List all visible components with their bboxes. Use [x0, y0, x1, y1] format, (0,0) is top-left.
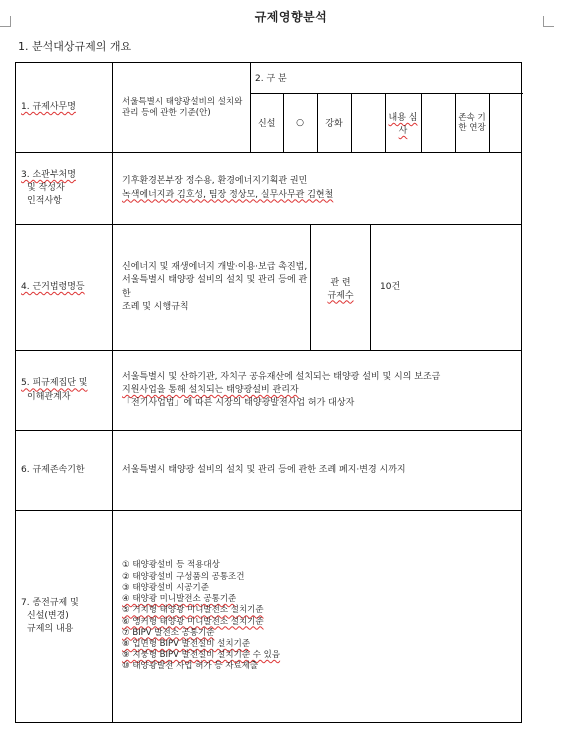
row-legal-basis: [16, 225, 522, 351]
label-ministry: 3. 소관부처명 및 작성자 인적사항: [16, 153, 113, 225]
legal-basis-value: 신에너지 및 재생에너지 개발·이용·보급 촉진법, 서울특별시 태양광 설비의 설치 및 관리 등에 관한 조례 및 시행규칙: [113, 225, 311, 351]
category-header: 2. 구 분: [251, 63, 523, 93]
row-regulation-content: [16, 511, 522, 723]
category-cell: [251, 63, 522, 153]
list-item: ④ 태양광 미니발전소 공통기준: [122, 594, 237, 605]
category-extension-label: 존속 기한 연장: [455, 93, 489, 152]
label-regulation-period: 6. 규제존속기한: [16, 431, 113, 511]
category-review-mark: [421, 93, 455, 152]
list-item: ⑨ 지붕형 BIPV 발전설비 설치기준 수 있음: [122, 650, 281, 661]
section-heading: 1. 분석대상규제의 개요: [18, 40, 132, 53]
category-new-label: 신설: [251, 93, 283, 152]
regulation-period-value: 서울특별시 태양광 설비의 설치 및 관리 등에 관한 조례 폐지·변경 시까지: [113, 431, 522, 511]
row-ministry: [16, 153, 522, 225]
row-regulation-name: [16, 63, 522, 153]
label-regulation-content: 7. 종전규제 및 신설(변경) 규제의 내용: [16, 511, 113, 723]
related-regulations-label: 관 련 규제수: [311, 225, 371, 351]
label-regulated-parties: 5. 피규제집단 및 이해관계자: [16, 351, 113, 431]
list-item: ⑤ 거치형 태양광 미니발전소 설치기준: [122, 605, 264, 616]
category-strengthen-label: 강화: [317, 93, 351, 152]
label-legal-basis: 4. 근거법령명등: [16, 225, 113, 351]
category-subtable: [251, 63, 523, 152]
list-item: ③ 태양광설비 시공기준: [122, 582, 209, 593]
list-item: ⑧ 입면형 BIPV 발전설비 설치기준: [122, 638, 251, 649]
ministry-value: 기후환경본부장 정수용, 환경에너지기획관 권민 녹색에너지과 김호성, 팀장 정상모, 실무사무관 김현철: [113, 153, 522, 225]
category-review-label: 내용 심사: [385, 93, 421, 152]
document-title: 규제영향분석: [254, 10, 328, 24]
regulation-name-value: 서울특별시 태양광설비의 설치와 관리 등에 관한 기준(안): [113, 63, 251, 153]
related-regulations-count: 10건: [371, 225, 522, 351]
regulated-parties-value: 서울특별시 및 산하기관, 자치구 공유재산에 설치되는 태양광 설비 및 시의 보조금 지원사업을 통해 설치되는 태양광설비 관리자 「전기사업법」에 따른 시장의 태양광발전사업 허가 대상자: [113, 351, 522, 431]
row-regulation-period: [16, 431, 522, 511]
list-item: ⑩ 태양광발전 사업 허가 등 자료제출: [122, 661, 259, 672]
list-item: ⑦ BIPV 발전소 공통기준: [122, 627, 215, 638]
category-new-mark: ○: [283, 93, 317, 152]
category-strengthen-mark: [351, 93, 385, 152]
list-item: ① 태양광설비 등 적용대상: [122, 560, 220, 571]
row-regulated-parties: [16, 351, 522, 431]
category-extension-mark: [489, 93, 523, 152]
regulation-overview-table: [15, 62, 522, 723]
label-regulation-name: 1. 규제사무명: [16, 63, 113, 153]
regulation-content-list: [113, 511, 522, 723]
list-item: ⑥ 앵커형 태양광 미니발전소 설치기준: [122, 616, 264, 627]
list-item: ② 태양광설비 구성품의 공통조건: [122, 571, 245, 582]
